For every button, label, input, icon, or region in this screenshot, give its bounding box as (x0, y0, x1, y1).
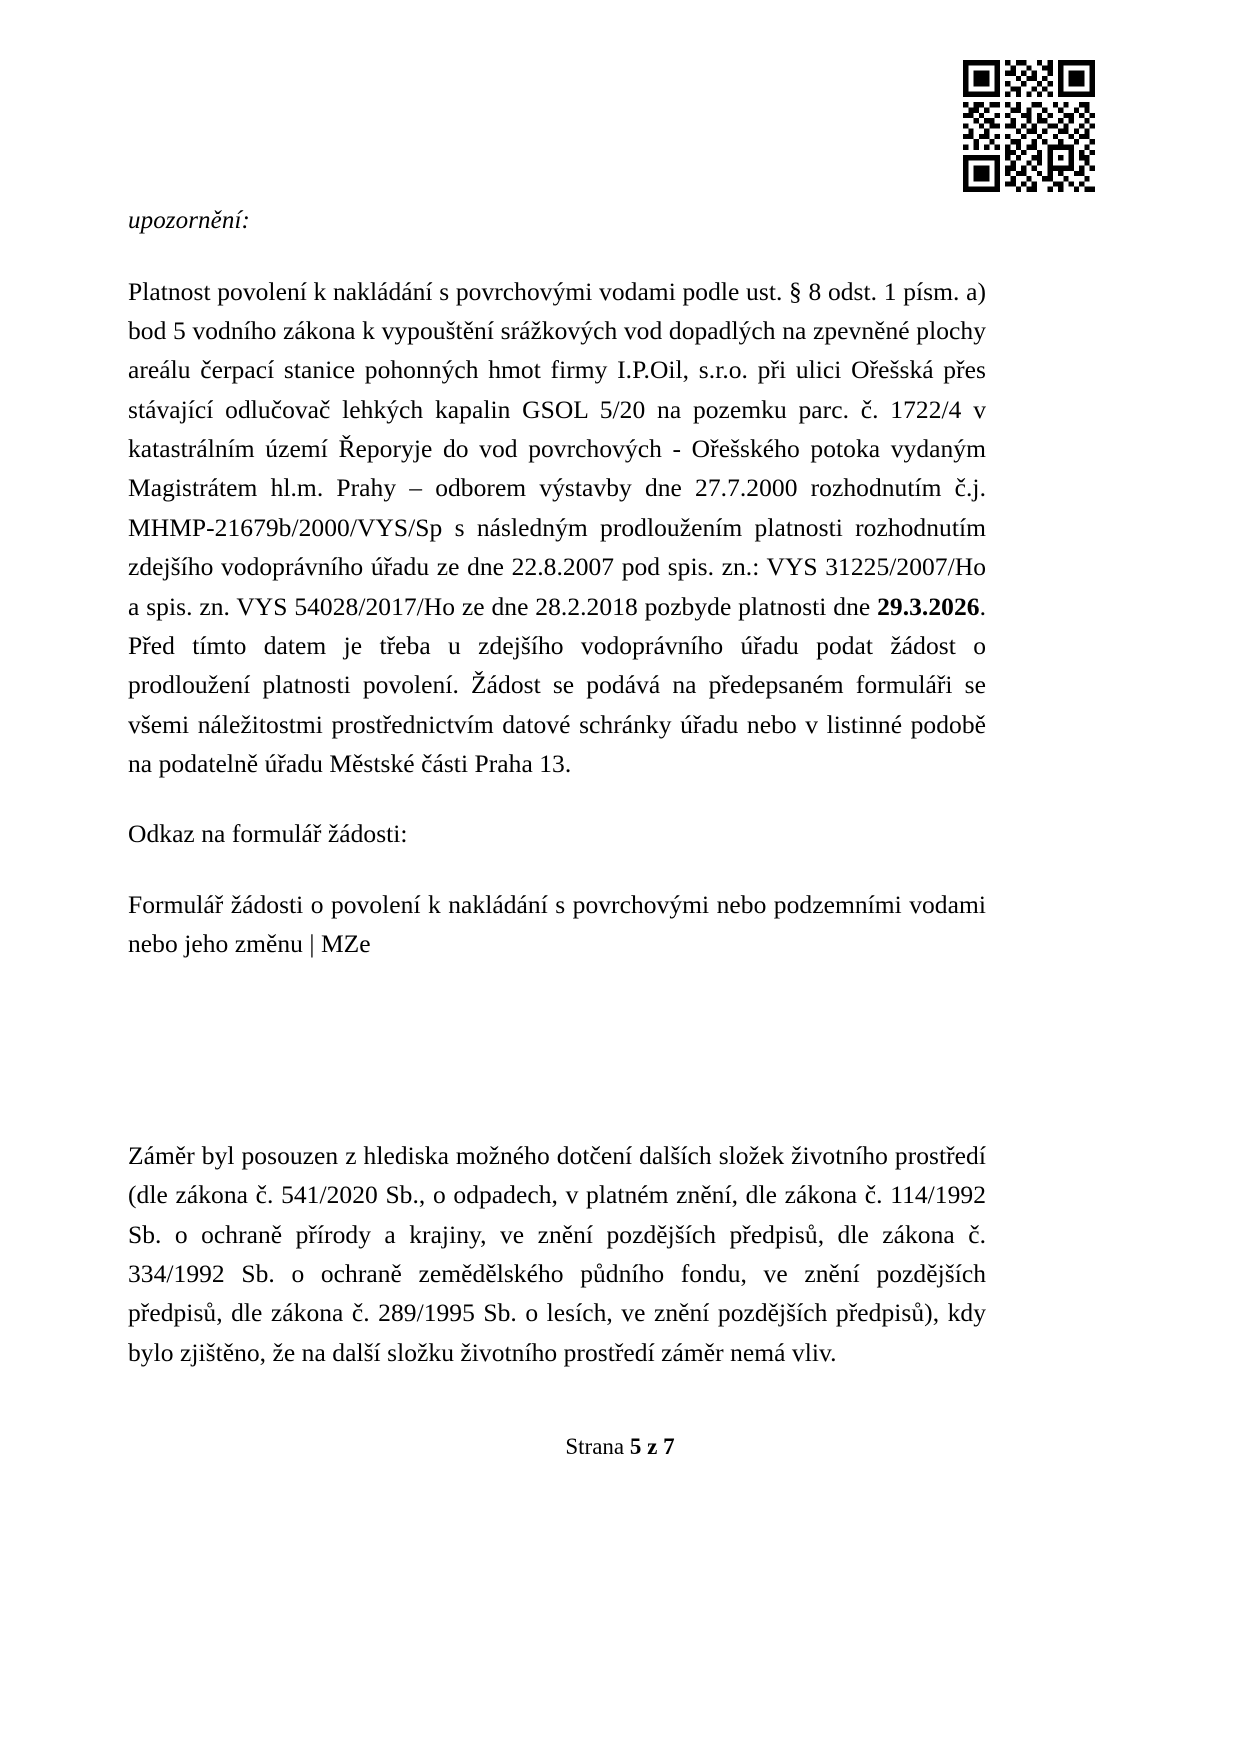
footer-prefix: Strana (565, 1434, 630, 1459)
paragraph-environmental-assessment: Záměr byl posouzen z hlediska možného dotčení dalších složek životního prostředí (dle zákona č. 541/2020 Sb., o odpadech, v platném znění, dle zákona č. 114/1992 Sb. o ochraně přírody a krajiny, ve znění pozdějších předpisů, dle zákona č. 334/1992 Sb. o ochraně zemědělského půdního fondu, ve znění pozdějších předpisů, dle zákona č. 289/1995 Sb. o lesích, ve znění pozdějších předpisů), kdy bylo zjištěno, že na další složku životního prostředí záměr nemá vliv. (128, 1140, 986, 1367)
link-intro-text: Odkaz na formulář žádosti: (128, 818, 408, 848)
permit-validity-text-part2: . Před tímto datem je třeba u zdejšího vodoprávního úřadu podat žádost o prodloužení platnosti povolení. Žádost se podává na předepsaném formuláři se všemi náležitostmi prostřednictvím datové schránky úřadu nebo v listinné podobě na podatelně úřadu Městské části Praha 13. (128, 591, 986, 779)
permit-expiry-date: 29.3.2026 (877, 591, 980, 621)
spacer (128, 964, 986, 1136)
spacer (128, 853, 986, 885)
permit-validity-text-part1: Platnost povolení k nakládání s povrchovými vodami podle ust. § 8 odst. 1 písm. a) bod 5 vodního zákona k vypouštění srážkových vod dopadlých na zpevněné plochy areálu čerpací stanice pohonných hmot firmy I.P.Oil, s.r.o. při ulici Ořešská přes stávající odlučovač lehkých kapalin GSOL 5/20 na pozemku parc. č. 1722/4 v katastrálním území Řeporyje do vod povrchových - Ořešského potoka vydaným Magistrátem hl.m. Prahy – odborem výstavby dne 27.7.2000 rozhodnutím č.j. MHMP-21679b/2000/VYS/Sp s následným prodloužením platnosti rozhodnutím zdejšího vodoprávního úřadu ze dne 22.8.2007 pod spis. zn.: VYS 31225/2007/Ho a spis. zn. VYS 54028/2017/Ho ze dne 28.2.2018 pozbyde platnosti dne (128, 276, 986, 621)
paragraph-permit-validity (128, 272, 986, 784)
application-form-link[interactable]: Formulář žádosti o povolení k nakládání s povrchovými nebo podzemními vodami nebo jeho změnu | MZe (128, 889, 986, 959)
qr-code-icon (963, 60, 1095, 192)
page-number-indicator: 5 z 7 (629, 1434, 675, 1459)
note-heading: upozornění: (128, 207, 250, 234)
document-body (128, 205, 986, 1372)
spacer (128, 784, 986, 814)
page-footer (0, 1432, 1240, 1462)
